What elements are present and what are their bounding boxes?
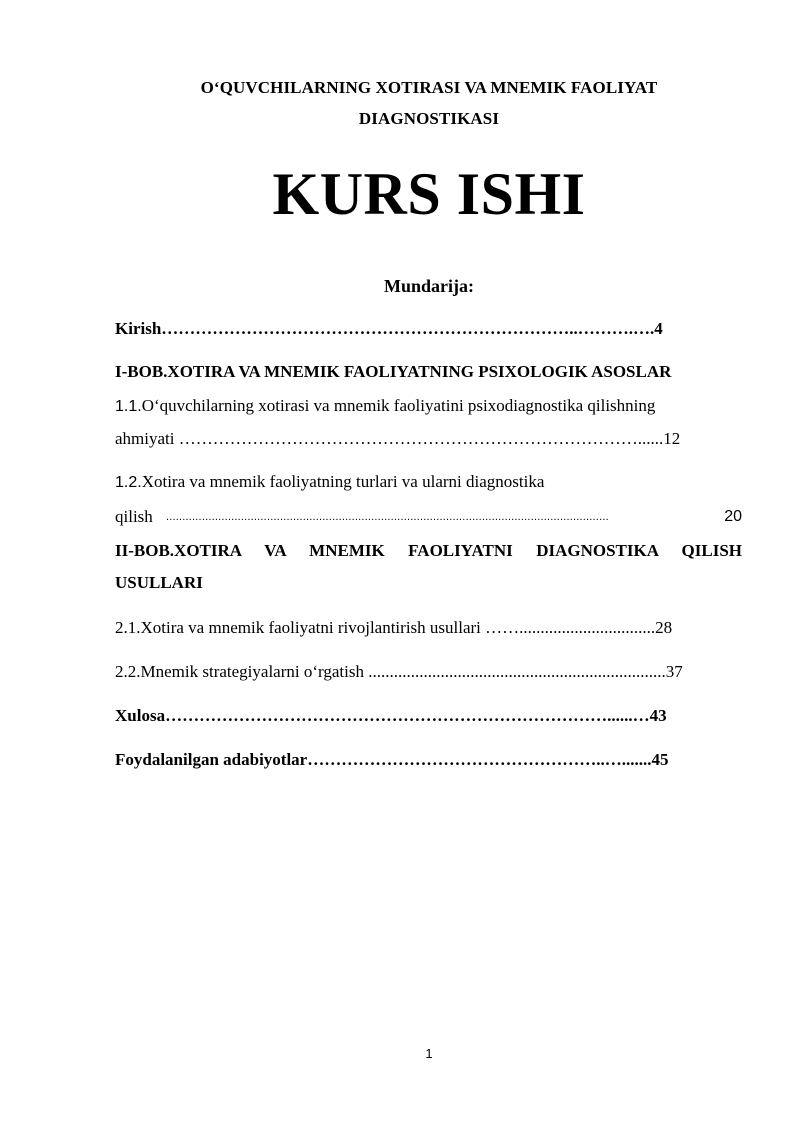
toc-entry-1-2-word: qilish: [115, 507, 153, 526]
toc-entry-adabiyotlar: Foydalanilgan adabiyotlar……………………………………………..….......45: [115, 750, 669, 769]
toc-entry-1-1-line1: [115, 396, 742, 416]
toc-entry-xulosa: Xulosa……………………………………………………………………......…43: [115, 706, 667, 725]
toc-entry-1-1-title: O‘quvchilarning xotirasi va mnemik faoliyatini psixodiagnostika qilishning: [141, 396, 656, 415]
toc-chapter-1: I-BOB.XOTIRA VA MNEMIK FAOLIYATNING PSIXOLOGIK ASOSLAR: [115, 362, 672, 381]
toc-entry-1-2-line2: [115, 507, 742, 527]
toc-heading: Mundarija:: [384, 276, 474, 296]
toc-entry-1-1-line2: ahmiyati ………………………………………………………………………......12: [115, 429, 681, 448]
toc-entry-kirish: [115, 319, 742, 339]
toc-entry-1-2-number: 1.2.: [115, 474, 142, 491]
toc-entry-1-1-number: 1.1.: [115, 398, 142, 415]
toc-entry-2-1: 2.1.Xotira va mnemik faoliyatni rivojlantirish usullari ……................................28: [115, 618, 673, 637]
toc-entry-1-2-leader: ........................................................................................................................................: [166, 511, 609, 523]
toc-entry-2-2: 2.2.Mnemik strategiyalarni o‘rgatish ......................................................................37: [115, 662, 683, 681]
toc-chapter-2-line2: USULLARI: [115, 573, 203, 592]
title-line-1: O‘QUVCHILARNING XOTIRASI VA MNEMIK FAOLIYAT: [200, 78, 658, 97]
page-number: 1: [425, 1046, 433, 1061]
title-line-2: DIAGNOSTIKASI: [358, 109, 500, 128]
toc-entry-kirish-text: Kirish………………………………………………………………..……….….4: [115, 319, 663, 338]
toc-entry-1-2-title: Xotira va mnemik faoliyatning turlari va ularni diagnostika: [141, 472, 545, 491]
toc-entry-1-2-line1: [115, 472, 742, 492]
document-title: KURS ISHI: [272, 161, 586, 227]
toc-chapter-2-line1: II-BOB.XOTIRA VA MNEMIK FAOLIYATNI DIAGNOSTIKA QILISH: [115, 541, 742, 560]
toc-entry-1-2-page: 20: [724, 508, 742, 525]
